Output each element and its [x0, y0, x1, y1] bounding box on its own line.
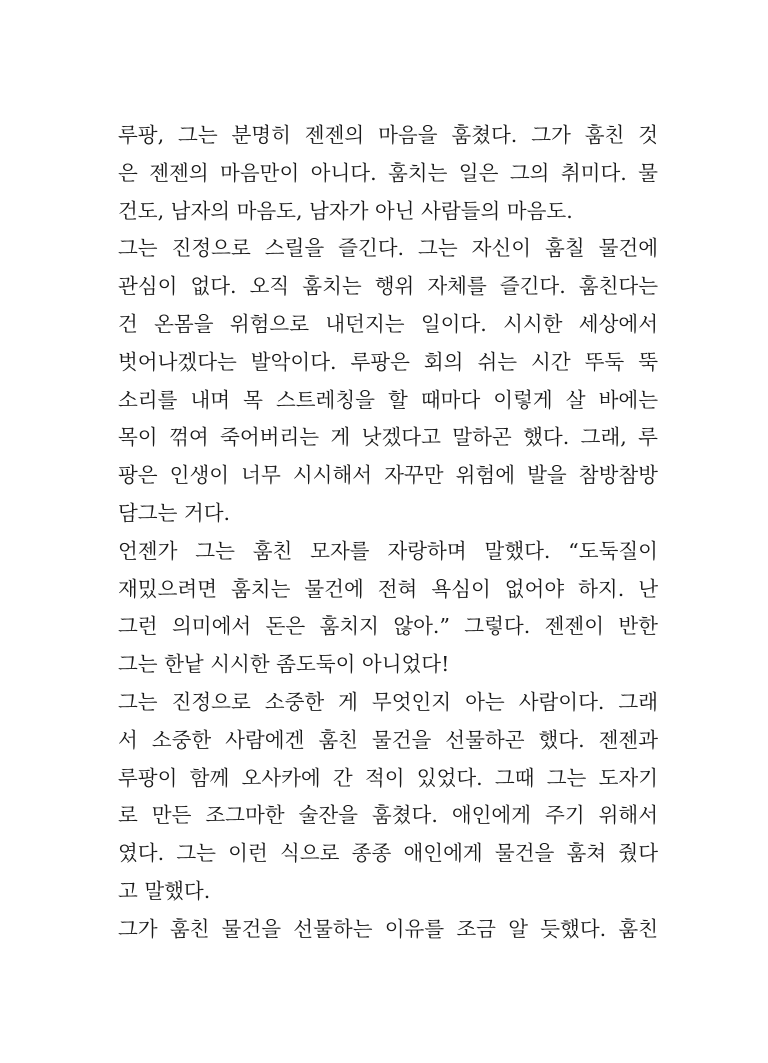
text-line: 그가 훔친 물건을 선물하는 이유를 조금 알 듯했다. 훔친: [118, 916, 658, 941]
text-line: 건 온몸을 위험으로 내던지는 일이다. 시시한 세상에서: [118, 311, 658, 336]
text-line: 담그는 거다.: [118, 500, 231, 525]
text-line: 팡은 인생이 너무 시시해서 자꾸만 위험에 발을 참방참방: [118, 463, 658, 488]
text-line: 건도, 남자의 마음도, 남자가 아닌 사람들의 마음도.: [118, 198, 573, 223]
text-line: 였다. 그는 이런 식으로 종종 애인에게 물건을 훔쳐 줬다: [118, 841, 658, 866]
text-line: 목이 꺾여 죽어버리는 게 낫겠다고 말하곤 했다. 그래, 루: [118, 425, 658, 450]
text-line: 은 젠젠의 마음만이 아니다. 훔치는 일은 그의 취미다. 물: [118, 160, 658, 185]
text-line: 그런 의미에서 돈은 훔치지 않아.” 그렇다. 젠젠이 반한: [118, 614, 658, 639]
text-line: 고 말했다.: [118, 878, 211, 903]
text-line: 루팡이 함께 오사카에 간 적이 있었다. 그때 그는 도자기: [118, 765, 658, 790]
text-line: 벗어나겠다는 발악이다. 루팡은 회의 쉬는 시간 뚜둑 뚝: [118, 349, 658, 374]
text-line: 루팡, 그는 분명히 젠젠의 마음을 훔쳤다. 그가 훔친 것: [118, 123, 658, 147]
text-line: 그는 진정으로 스릴을 즐긴다. 그는 자신이 훔칠 물건에: [118, 236, 658, 261]
text-line: 재밌으려면 훔치는 물건에 전혀 욕심이 없어야 하지. 난: [118, 576, 658, 601]
text-line: 언젠가 그는 훔친 모자를 자랑하며 말했다. “도둑질이: [118, 538, 658, 563]
text-line: 그는 진정으로 소중한 게 무엇인지 아는 사람이다. 그래: [118, 689, 658, 714]
text-line: 관심이 없다. 오직 훔치는 행위 자체를 즐긴다. 훔친다는: [118, 274, 658, 299]
text-line: 로 만든 조그마한 술잔을 훔쳤다. 애인에게 주기 위해서: [118, 803, 658, 828]
text-line: 소리를 내며 목 스트레칭을 할 때마다 이렇게 살 바에는: [118, 387, 658, 412]
text-line: 서 소중한 사람에겐 훔친 물건을 선물하곤 했다. 젠젠과: [118, 727, 658, 752]
text-line: 그는 한낱 시시한 좀도둑이 아니었다!: [118, 652, 450, 677]
body-text: [118, 117, 658, 949]
